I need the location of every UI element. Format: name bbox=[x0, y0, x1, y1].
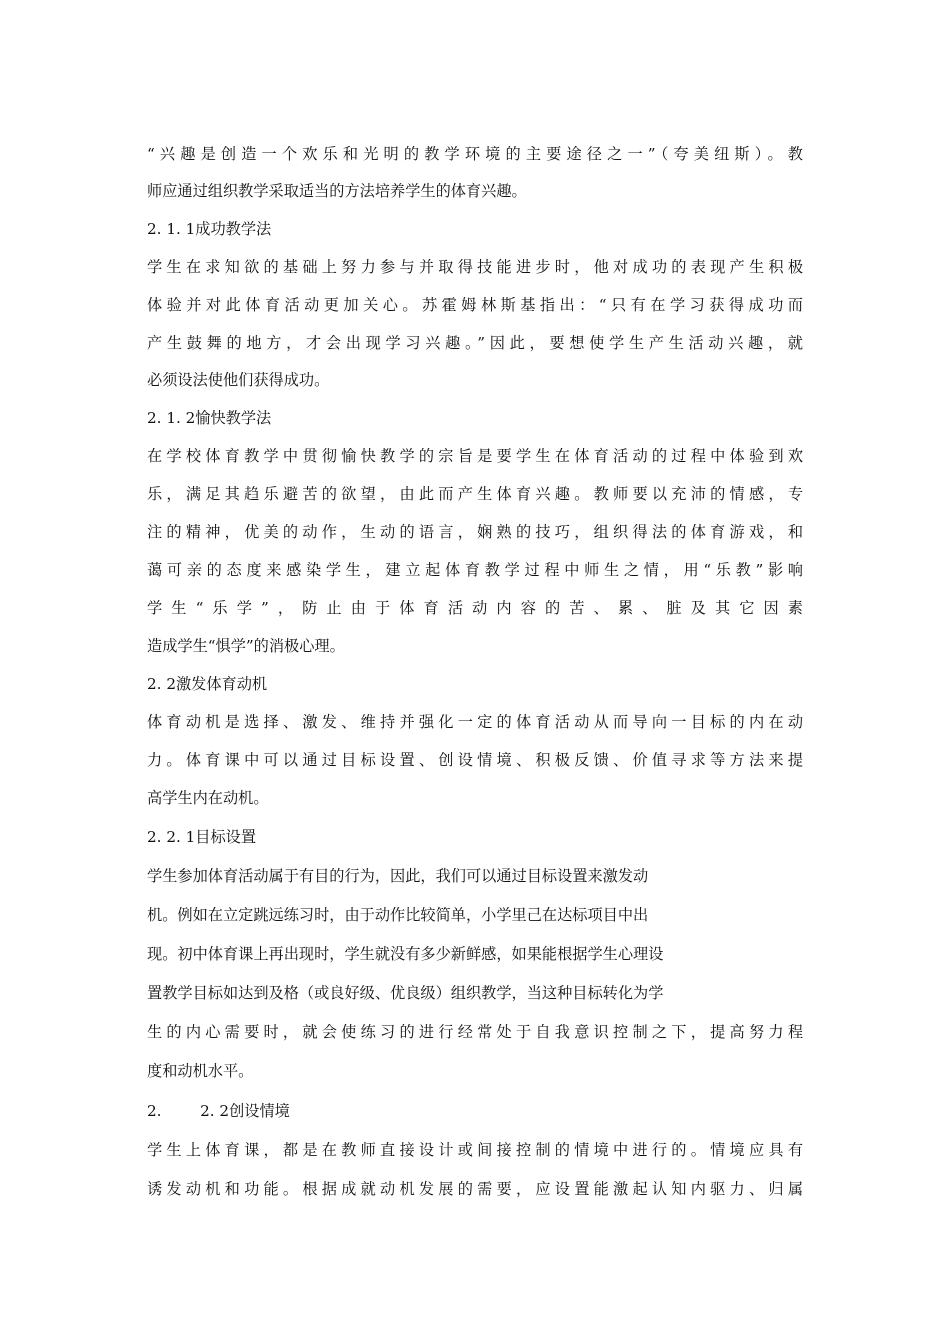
paragraph-line: 学生在求知欲的基础上努力参与并取得技能进步时，他对成功的表现产生积极 bbox=[147, 258, 803, 276]
paragraph-line: 置教学目标如达到及格（或良好级、优良级）组织教学，当这种目标转化为学 bbox=[147, 984, 664, 1002]
paragraph-line: 造成学生“惧学”的消极心理。 bbox=[147, 637, 345, 655]
paragraph-line: 学生“乐学”，防止由于体育活动内容的苦、累、脏及其它因素 bbox=[147, 599, 803, 617]
paragraph-line: “兴趣是创造一个欢乐和光明的教学环境的主要途径之一”（夸美纽斯）。教 bbox=[147, 145, 803, 163]
paragraph-line: 注的精神，优美的动作，生动的语言，娴熟的技巧，组织得法的体育游戏，和 bbox=[147, 523, 803, 541]
paragraph-line: 体验并对此体育活动更加关心。苏霍姆林斯基指出：“只有在学习获得成功而 bbox=[147, 296, 803, 314]
paragraph-line: 学生参加体育活动属于有目的行为，因此，我们可以通过目标设置来激发动 bbox=[147, 867, 649, 885]
section-heading: 2. 2激发体育动机 bbox=[147, 675, 268, 693]
paragraph-line: 现。初中体育课上再出现时，学生就没有多少新鲜感，如果能根据学生心理设 bbox=[147, 945, 664, 963]
paragraph-line: 诱发动机和功能。根据成就动机发展的需要，应设置能激起认知内驱力、归属 bbox=[147, 1180, 803, 1198]
paragraph-line: 蔼可亲的态度来感染学生，建立起体育教学过程中师生之情，用“乐教”影响 bbox=[147, 561, 803, 579]
paragraph-line: 乐，满足其趋乐避苦的欲望，由此而产生体育兴趣。教师要以充沛的情感，专 bbox=[147, 485, 803, 503]
section-heading: 2. 1. 1成功教学法 bbox=[147, 220, 272, 238]
paragraph-line: 学生上体育课，都是在教师直接设计或间接控制的情境中进行的。情境应具有 bbox=[147, 1141, 803, 1159]
paragraph-line: 机。例如在立定跳远练习时，由于动作比较简单，小学里己在达标项目中出 bbox=[147, 906, 649, 924]
section-heading: 2. 1. 2愉快教学法 bbox=[147, 409, 272, 427]
paragraph-line: 高学生内在动机。 bbox=[147, 789, 269, 807]
paragraph-line: 度和动机水平。 bbox=[147, 1062, 254, 1080]
paragraph-line: 师应通过组织教学采取适当的方法培养学生的体育兴趣。 bbox=[147, 182, 527, 200]
paragraph-line: 在学校体育教学中贯彻愉快教学的宗旨是要学生在体育活动的过程中体验到欢 bbox=[147, 447, 803, 465]
section-heading: 2. 2. 1目标设置 bbox=[147, 828, 257, 846]
paragraph-line: 生的内心需要时，就会使练习的进行经常处于自我意识控制之下，提高努力程 bbox=[147, 1023, 803, 1041]
paragraph-line: 体育动机是选择、激发、维持并强化一定的体育活动从而导向一目标的内在动 bbox=[147, 713, 803, 731]
section-heading: 2. 2. 2创设情境 bbox=[147, 1102, 290, 1120]
paragraph-line: 力。体育课中可以通过目标设置、创设情境、积极反馈、价值寻求等方法来提 bbox=[147, 751, 803, 769]
paragraph-line: 必须设法使他们获得成功。 bbox=[147, 371, 330, 389]
paragraph-line: 产生鼓舞的地方，才会出现学习兴趣。”因此，要想使学生产生活动兴趣，就 bbox=[147, 334, 803, 352]
